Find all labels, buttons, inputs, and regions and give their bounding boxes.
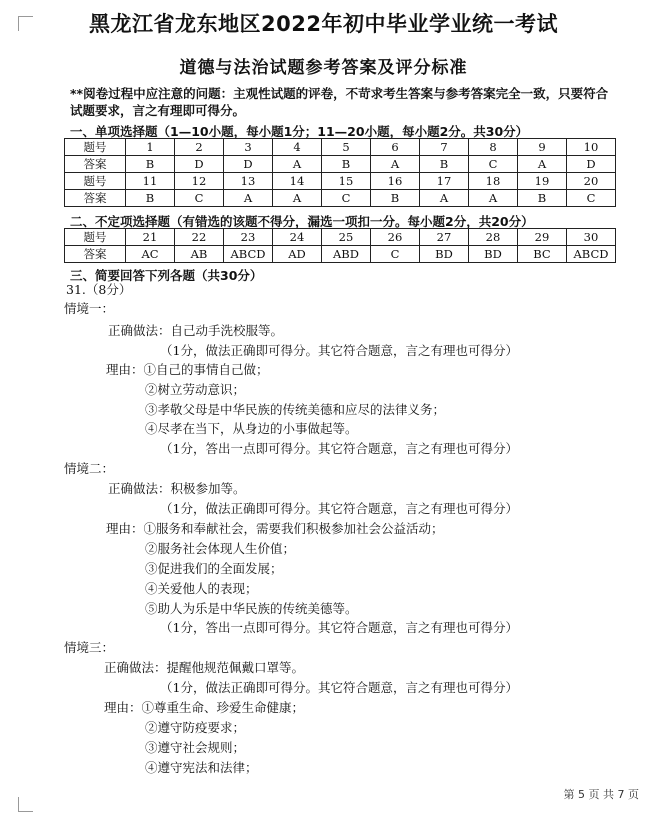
table-cell: ABD xyxy=(322,246,371,263)
page-number: 第 5 页 共 7 页 xyxy=(563,788,639,801)
table-cell: C xyxy=(175,190,224,207)
crop-mark-bottom-left xyxy=(18,797,33,812)
table-cell: 10 xyxy=(567,139,616,156)
section1-heading: 一、单项选择题（1—10小题，每小题1分；11—20小题，每小题2分。共30分） xyxy=(70,124,529,139)
table-cell: C xyxy=(371,246,420,263)
table-cell: 15 xyxy=(322,173,371,190)
table-cell: 6 xyxy=(371,139,420,156)
row-label: 答案 xyxy=(65,246,126,263)
table-cell: ABCD xyxy=(224,246,273,263)
table-cell: B xyxy=(518,190,567,207)
scene-2-reason-note: （1分，答出一点即可得分。其它符合题意，言之有理也可得分） xyxy=(160,620,518,635)
table-cell: BC xyxy=(518,246,567,263)
table-cell: BD xyxy=(420,246,469,263)
scene-3-reason-3: ③遵守社会规则； xyxy=(145,740,246,755)
table-cell: AD xyxy=(273,246,322,263)
scene-2-reason-1: 理由：①服务和奉献社会，需要我们积极参加社会公益活动； xyxy=(106,521,444,536)
table-cell: BD xyxy=(469,246,518,263)
scene-1-correct: 正确做法：自己动手洗校服等。 xyxy=(108,323,284,338)
table-row xyxy=(65,139,616,156)
table-cell: 12 xyxy=(175,173,224,190)
table-cell: C xyxy=(567,190,616,207)
scene-1-reason-note: （1分，答出一点即可得分。其它符合题意，言之有理也可得分） xyxy=(160,441,518,456)
question-31-label: 31.（8分） xyxy=(66,282,132,297)
scene-3-title: 情境三： xyxy=(64,640,115,655)
scene-1-reason-1: 理由：①自己的事情自己做； xyxy=(106,362,269,377)
table-cell: 19 xyxy=(518,173,567,190)
scene-2-reason-3: ③促进我们的全面发展； xyxy=(145,561,283,576)
table-cell: B xyxy=(420,156,469,173)
table-cell: 14 xyxy=(273,173,322,190)
table-cell: 3 xyxy=(224,139,273,156)
table-cell: 28 xyxy=(469,229,518,246)
table-cell: 8 xyxy=(469,139,518,156)
scene-3-reason-2: ②遵守防疫要求； xyxy=(145,720,246,735)
grading-note: **阅卷过程中应注意的问题：主观性试题的评卷，不苛求考生答案与参考答案完全一致，只要符合试题要求，言之有理即可得分。 xyxy=(70,86,609,118)
table-row xyxy=(65,156,616,173)
table-cell: 13 xyxy=(224,173,273,190)
table-cell: 18 xyxy=(469,173,518,190)
table-cell: 17 xyxy=(420,173,469,190)
section2-answer-table xyxy=(64,228,616,263)
table-cell: AB xyxy=(175,246,224,263)
table-cell: 24 xyxy=(273,229,322,246)
table-cell: A xyxy=(273,156,322,173)
scene-2-correct-note: （1分，做法正确即可得分。其它符合题意，言之有理也可得分） xyxy=(160,501,518,516)
table-cell: 20 xyxy=(567,173,616,190)
table-cell: 2 xyxy=(175,139,224,156)
table-cell: 5 xyxy=(322,139,371,156)
table-cell: A xyxy=(518,156,567,173)
table-cell: D xyxy=(224,156,273,173)
table-cell: A xyxy=(273,190,322,207)
section1-answer-table xyxy=(64,138,616,207)
table-row xyxy=(65,246,616,263)
table-cell: 4 xyxy=(273,139,322,156)
table-row xyxy=(65,190,616,207)
table-cell: 23 xyxy=(224,229,273,246)
scene-1-title: 情境一： xyxy=(64,301,115,316)
table-cell: 1 xyxy=(126,139,175,156)
scene-2-reason-5: ⑤助人为乐是中华民族的传统美德等。 xyxy=(145,601,358,616)
table-row xyxy=(65,173,616,190)
scene-2-correct: 正确做法：积极参加等。 xyxy=(108,481,246,496)
scene-3-reason-4: ④遵守宪法和法律； xyxy=(145,760,258,775)
scene-1-correct-note: （1分，做法正确即可得分。其它符合题意，言之有理也可得分） xyxy=(160,343,518,358)
scene-3-correct: 正确做法：提醒他规范佩戴口罩等。 xyxy=(104,660,305,675)
table-cell: 30 xyxy=(567,229,616,246)
table-cell: 9 xyxy=(518,139,567,156)
scene-1-reason-3: ③孝敬父母是中华民族的传统美德和应尽的法律义务； xyxy=(145,402,446,417)
scene-2-reason-2: ②服务社会体现人生价值； xyxy=(145,541,296,556)
scene-2-title: 情境二： xyxy=(64,461,115,476)
table-cell: 11 xyxy=(126,173,175,190)
section2-heading: 二、不定项选择题（有错选的该题不得分，漏选一项扣一分。每小题2分，共20分） xyxy=(70,214,534,229)
table-cell: 16 xyxy=(371,173,420,190)
table-cell: A xyxy=(469,190,518,207)
table-cell: 7 xyxy=(420,139,469,156)
scene-3-reason-1: 理由：①尊重生命、珍爱生命健康； xyxy=(104,700,305,715)
table-cell: B xyxy=(322,156,371,173)
page-subtitle: 道德与法治试题参考答案及评分标准 xyxy=(179,58,468,78)
table-cell: AC xyxy=(126,246,175,263)
page-title: 黑龙江省龙东地区2022年初中毕业学业统一考试 xyxy=(89,12,558,36)
table-cell: A xyxy=(420,190,469,207)
table-row xyxy=(65,229,616,246)
table-cell: 27 xyxy=(420,229,469,246)
table-cell: A xyxy=(371,156,420,173)
row-label: 题号 xyxy=(65,229,126,246)
table-cell: 22 xyxy=(175,229,224,246)
table-cell: C xyxy=(469,156,518,173)
table-cell: B xyxy=(371,190,420,207)
row-label: 答案 xyxy=(65,190,126,207)
table-cell: C xyxy=(322,190,371,207)
scene-1-reason-2: ②树立劳动意识； xyxy=(145,382,246,397)
table-cell: 25 xyxy=(322,229,371,246)
table-cell: B xyxy=(126,156,175,173)
scene-1-reason-4: ④尽孝在当下，从身边的小事做起等。 xyxy=(145,421,358,436)
scene-2-reason-4: ④关爱他人的表现； xyxy=(145,581,258,596)
scene-3-correct-note: （1分，做法正确即可得分。其它符合题意，言之有理也可得分） xyxy=(160,680,518,695)
table-cell: D xyxy=(567,156,616,173)
table-cell: B xyxy=(126,190,175,207)
row-label: 题号 xyxy=(65,139,126,156)
row-label: 题号 xyxy=(65,173,126,190)
table-cell: ABCD xyxy=(567,246,616,263)
table-cell: A xyxy=(224,190,273,207)
table-cell: 21 xyxy=(126,229,175,246)
table-cell: 26 xyxy=(371,229,420,246)
row-label: 答案 xyxy=(65,156,126,173)
table-cell: 29 xyxy=(518,229,567,246)
table-cell: D xyxy=(175,156,224,173)
section3-heading: 三、简要回答下列各题（共30分） xyxy=(70,268,263,283)
